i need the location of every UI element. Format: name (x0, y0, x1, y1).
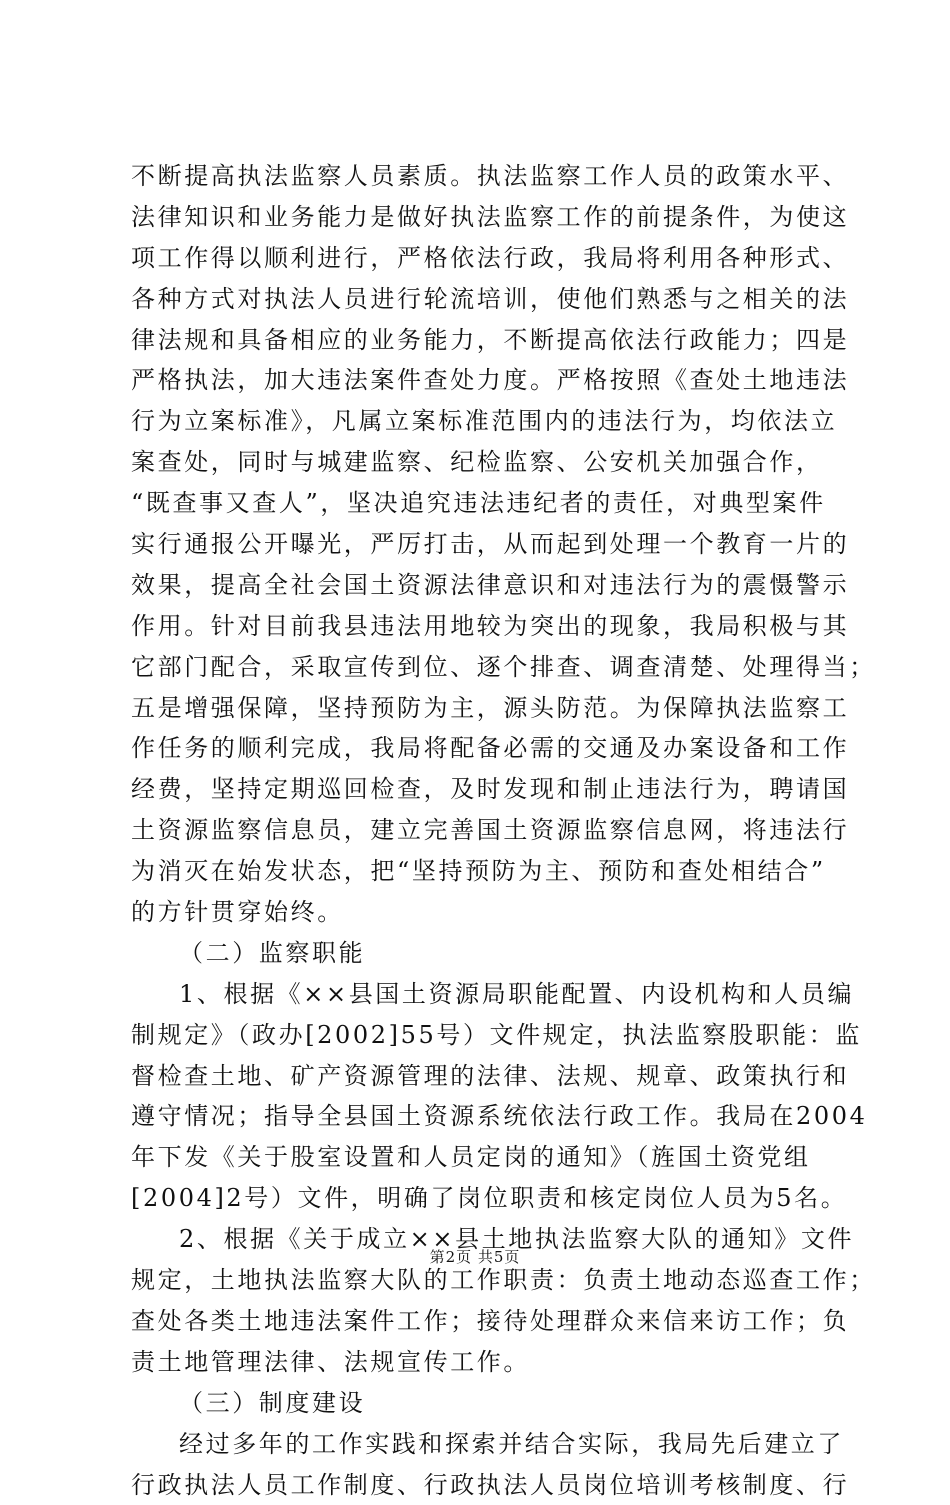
text-line: 遵守情况；指导全县国土资源系统依法行政工作。我局在2004 (131, 1096, 831, 1137)
document-body (131, 156, 831, 1505)
text-line: 各种方式对执法人员进行轮流培训，使他们熟悉与之相关的法 (131, 279, 831, 320)
section-heading: （二）监察职能 (131, 933, 831, 974)
text-line: 行为立案标准》，凡属立案标准范围内的违法行为，均依法立 (131, 401, 831, 442)
text-line: 作用。针对目前我县违法用地较为突出的现象，我局积极与其 (131, 606, 831, 647)
text-line: 规定，土地执法监察大队的工作职责：负责土地动态巡查工作； (131, 1260, 831, 1301)
text-line: 的方针贯穿始终。 (131, 892, 831, 933)
text-line: 五是增强保障，坚持预防为主，源头防范。为保障执法监察工 (131, 688, 831, 729)
text-line: 制规定》（政办[2002]55号）文件规定，执法监察股职能：监 (131, 1015, 831, 1056)
text-line: 年下发《关于股室设置和人员定岗的通知》（旌国土资党组 (131, 1137, 831, 1178)
text-line: 督检查土地、矿产资源管理的法律、法规、规章、政策执行和 (131, 1056, 831, 1097)
text-line: 土资源监察信息员，建立完善国土资源监察信息网，将违法行 (131, 810, 831, 851)
text-line: 项工作得以顺利进行，严格依法行政，我局将利用各种形式、 (131, 238, 831, 279)
text-line: 法律知识和业务能力是做好执法监察工作的前提条件，为使这 (131, 197, 831, 238)
text-line: 行政执法人员工作制度、行政执法人员岗位培训考核制度、行 (131, 1465, 831, 1505)
text-line: 为消灭在始发状态，把“坚持预防为主、预防和查处相结合” (131, 851, 831, 892)
text-line: 律法规和具备相应的业务能力，不断提高依法行政能力；四是 (131, 320, 831, 361)
text-line: 它部门配合，采取宣传到位、逐个排查、调查清楚、处理得当； (131, 647, 831, 688)
text-line: 实行通报公开曝光，严厉打击，从而起到处理一个教育一片的 (131, 524, 831, 565)
text-line: 经费，坚持定期巡回检查，及时发现和制止违法行为，聘请国 (131, 769, 831, 810)
page-number-footer: 第2页 共5页 (0, 1246, 950, 1267)
text-line: 作任务的顺利完成，我局将配备必需的交通及办案设备和工作 (131, 728, 831, 769)
section-heading: （三）制度建设 (131, 1383, 831, 1424)
text-line: “既查事又查人”，坚决追究违法违纪者的责任，对典型案件 (131, 483, 831, 524)
text-line: 1、根据《××县国土资源局职能配置、内设机构和人员编 (131, 974, 831, 1015)
text-line: [2004]2号）文件，明确了岗位职责和核定岗位人员为5名。 (131, 1178, 831, 1219)
text-line: 查处各类土地违法案件工作；接待处理群众来信来访工作；负 (131, 1301, 831, 1342)
text-line: 责土地管理法律、法规宣传工作。 (131, 1342, 831, 1383)
text-line: 效果，提高全社会国土资源法律意识和对违法行为的震慑警示 (131, 565, 831, 606)
text-line: 2、根据《关于成立××县土地执法监察大队的通知》文件 (131, 1219, 831, 1260)
text-line: 经过多年的工作实践和探索并结合实际，我局先后建立了 (131, 1424, 831, 1465)
text-line: 严格执法，加大违法案件查处力度。严格按照《查处土地违法 (131, 360, 831, 401)
text-line: 不断提高执法监察人员素质。执法监察工作人员的政策水平、 (131, 156, 831, 197)
text-line: 案查处，同时与城建监察、纪检监察、公安机关加强合作， (131, 442, 831, 483)
